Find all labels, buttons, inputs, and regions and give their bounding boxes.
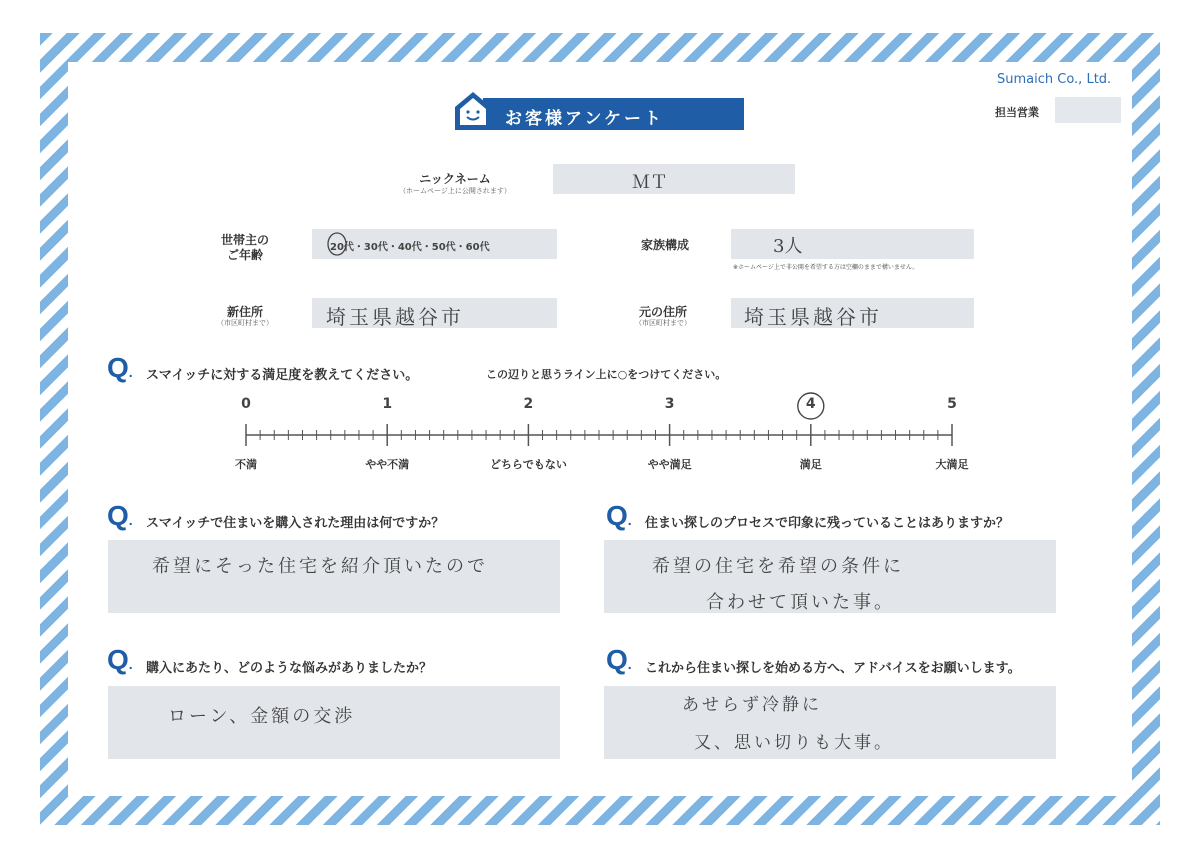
- new-address-label: 新住所: [226, 305, 263, 319]
- scale-number: 1: [382, 396, 393, 412]
- family-note: ※ホームページ上で非公開を希望する方は空欄のままで構いません。: [733, 264, 919, 271]
- q4-mark: Q.: [107, 644, 133, 675]
- scale-label: やや満足: [647, 458, 692, 471]
- staff-label: 担当営業: [995, 106, 1039, 119]
- q5-answer-line1: あせらず冷静に: [682, 695, 822, 715]
- family-value: 3人: [773, 236, 803, 257]
- old-address-value: 埼玉県越谷市: [744, 305, 882, 329]
- q3-mark: Q.: [606, 500, 632, 531]
- age-circle-mark: [325, 229, 349, 259]
- nickname-field[interactable]: [553, 164, 795, 194]
- q1-mark: Q.: [107, 352, 133, 383]
- scale-number: 4: [805, 396, 816, 412]
- scale-label: 不満: [235, 458, 257, 471]
- q2-question: スマイッチで住まいを購入された理由は何ですか？: [146, 516, 445, 531]
- family-label: 家族構成: [640, 238, 689, 252]
- family-field[interactable]: [731, 229, 974, 259]
- scale-label: どちらでもない: [489, 458, 567, 471]
- satisfaction-scale[interactable]: [220, 390, 990, 480]
- old-address-label: 元の住所: [638, 305, 687, 319]
- nickname-value: ＭＴ: [632, 172, 668, 193]
- scale-ticks: [246, 393, 952, 446]
- title-text: お客様アンケート: [505, 109, 664, 129]
- scale-number: 5: [947, 396, 957, 412]
- old-address-sublabel: （市区町村まで）: [635, 319, 691, 327]
- q2-answer: 希望にそった住宅を紹介頂いたので: [152, 556, 488, 577]
- q3-answer-line1: 希望の住宅を希望の条件に: [652, 556, 904, 577]
- scale-number: 2: [523, 396, 534, 412]
- q5-answer-line2: 又、思い切りも大事。: [694, 733, 894, 753]
- scale-label: 満足: [799, 458, 822, 471]
- new-address-sublabel: （市区町村まで）: [217, 319, 273, 327]
- scale-number: 3: [664, 396, 675, 412]
- scale-label: 大満足: [935, 458, 969, 471]
- q5-question: これから住まい探しを始める方へ、アドバイスをお願いします。: [645, 661, 1021, 676]
- q3-question: 住まい探しのプロセスで印象に残っていることはありますか？: [645, 516, 1010, 531]
- age-label-line1: 世帯主の: [220, 233, 269, 247]
- q2-mark: Q.: [107, 500, 133, 531]
- scale-label: やや不満: [365, 458, 410, 471]
- staff-field[interactable]: [1055, 97, 1121, 123]
- new-address-value: 埼玉県越谷市: [326, 305, 464, 329]
- nickname-label: ニックネーム: [419, 172, 491, 186]
- nickname-sublabel: （ホームページ上に公開されます）: [399, 187, 511, 195]
- q4-answer: ローン、金額の交渉: [168, 706, 356, 727]
- age-label-line2: ご年齢: [226, 248, 263, 262]
- age-options: 20代・30代・40代・50代・60代: [330, 242, 490, 253]
- house-icon: [451, 90, 495, 130]
- q5-mark: Q.: [606, 644, 632, 675]
- q1-hint: この辺りと思うライン上に○をつけてください。: [486, 368, 727, 381]
- q3-answer-line2: 合わせて頂いた事。: [706, 592, 895, 613]
- survey-title: [451, 90, 744, 130]
- scale-number: 0: [241, 396, 251, 412]
- q4-question: 購入にあたり、どのような悩みがありましたか？: [146, 661, 433, 676]
- company-name: Sumaich Co., Ltd.: [997, 72, 1112, 87]
- q1-question: スマイッチに対する満足度を教えてください。: [146, 368, 419, 383]
